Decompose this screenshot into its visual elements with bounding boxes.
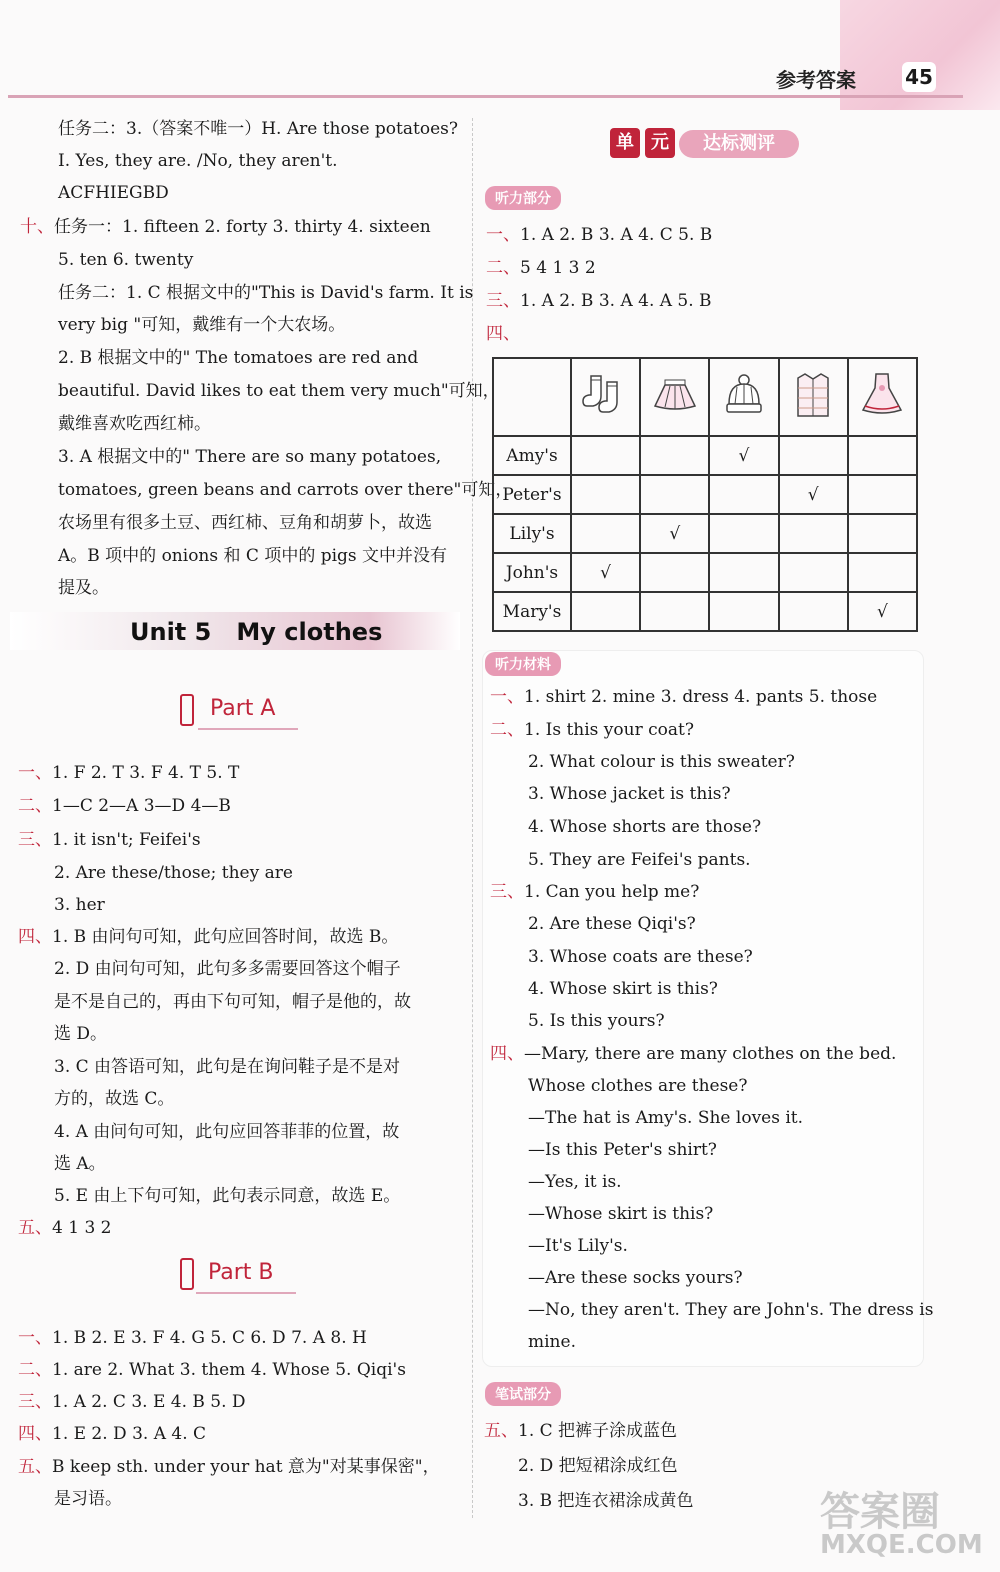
material-line: 二、1. Is this your coat? bbox=[490, 720, 694, 740]
skirt-icon bbox=[650, 372, 700, 418]
table-header-cell bbox=[848, 358, 917, 436]
question-number: 十、 bbox=[20, 217, 54, 237]
material-line: —It's Lily's. bbox=[528, 1236, 628, 1256]
watermark-logo: 答案圈 bbox=[820, 1489, 940, 1535]
material-line: —The hat is Amy's. She loves it. bbox=[528, 1108, 804, 1128]
table-header-cell bbox=[571, 358, 640, 436]
answer-line: very big "可知，戴维有一个大农场。 bbox=[58, 315, 346, 335]
answer-line: 四、1. B 由问句可知，此句应回答时间，故选 B。 bbox=[18, 927, 399, 947]
answer-line: 是不是自己的，再由下句可知，帽子是他的，故 bbox=[54, 992, 411, 1012]
answer-line: 选 A。 bbox=[54, 1154, 106, 1174]
material-line: 三、1. Can you help me? bbox=[490, 882, 700, 902]
written-section-label: 笔试部分 bbox=[485, 1382, 561, 1406]
answer-line: 一、1. B 2. E 3. F 4. G 5. C 6. D 7. A 8. H bbox=[18, 1328, 367, 1348]
check-cell bbox=[848, 514, 917, 553]
check-cell bbox=[571, 514, 640, 553]
answer-line: beautiful. David likes to eat them very much"可知， bbox=[58, 381, 500, 401]
answer-line: 提及。 bbox=[58, 578, 109, 598]
answer-line: 二、1. are 2. What 3. them 4. Whose 5. Qiqi's bbox=[18, 1360, 406, 1380]
unit-box-2: 元 bbox=[645, 128, 675, 158]
check-cell bbox=[709, 475, 778, 514]
table-header-cell bbox=[640, 358, 709, 436]
material-line: —Is this Peter's shirt? bbox=[528, 1140, 717, 1160]
check-cell bbox=[848, 553, 917, 592]
table-corner bbox=[493, 358, 571, 436]
answer-line: 4. A 由问句可知，此句应回答菲菲的位置，故 bbox=[54, 1122, 400, 1142]
check-cell: √ bbox=[779, 475, 848, 514]
unit-test-label: 达标测评 bbox=[679, 130, 799, 158]
check-cell bbox=[640, 436, 709, 475]
answer-line: A。B 项中的 onions 和 C 项中的 pigs 文中并没有 bbox=[58, 546, 448, 566]
check-cell bbox=[848, 475, 917, 514]
row-label: Peter's bbox=[493, 475, 571, 514]
material-line: 四、—Mary, there are many clothes on the bed. bbox=[490, 1044, 897, 1064]
table-row bbox=[493, 475, 917, 514]
listening-section-label: 听力部分 bbox=[485, 186, 561, 210]
check-cell bbox=[709, 592, 778, 631]
table-header-row bbox=[493, 358, 917, 436]
material-line: 2. Are these Qiqi's? bbox=[528, 914, 696, 934]
material-line: 4. Whose skirt is this? bbox=[528, 979, 718, 999]
answer-line: 五、4 1 3 2 bbox=[18, 1218, 112, 1238]
material-line: —No, they aren't. They are John's. The dress is bbox=[528, 1300, 934, 1320]
answer-line: 戴维喜欢吃西红柿。 bbox=[58, 414, 211, 434]
material-line: —Whose skirt is this? bbox=[528, 1204, 714, 1224]
clothes-answer-table bbox=[492, 357, 918, 632]
answer-line: 农场里有很多土豆、西红柿、豆角和胡萝卜，故选 bbox=[58, 513, 432, 533]
answer-line: 是习语。 bbox=[54, 1489, 122, 1509]
answer-line: 2. B 根据文中的" The tomatoes are red and bbox=[58, 348, 419, 368]
answer-line: 十、任务一：1. fifteen 2. forty 3. thirty 4. sixteen bbox=[20, 217, 431, 237]
dress-icon bbox=[857, 370, 907, 420]
answer-line: 方的，故选 C。 bbox=[54, 1089, 175, 1109]
table-row bbox=[493, 592, 917, 631]
answer-line: 三、1. A 2. B 3. A 4. A 5. B bbox=[486, 291, 712, 311]
check-cell bbox=[640, 553, 709, 592]
answer-line: 2. Are these/those; they are bbox=[54, 863, 293, 883]
unit-box-1: 单 bbox=[610, 128, 640, 158]
answer-line: 选 D。 bbox=[54, 1024, 108, 1044]
material-line: Whose clothes are these? bbox=[528, 1076, 748, 1096]
answer-line: 三、1. A 2. C 3. E 4. B 5. D bbox=[18, 1392, 246, 1412]
listening-material-label: 听力材料 bbox=[485, 652, 561, 676]
answer-line: 2. D 把短裙涂成红色 bbox=[518, 1456, 678, 1476]
answer-line: 二、5 4 1 3 2 bbox=[486, 258, 596, 278]
check-cell bbox=[779, 553, 848, 592]
page-number: 45 bbox=[902, 62, 936, 92]
check-cell: √ bbox=[640, 514, 709, 553]
answer-line: 任务二：1. C 根据文中的"This is David's farm. It is bbox=[58, 283, 474, 303]
part-a-title: Part A bbox=[210, 696, 276, 721]
material-line: —Are these socks yours? bbox=[528, 1268, 743, 1288]
answer-line: 一、1. A 2. B 3. A 4. C 5. B bbox=[486, 225, 713, 245]
check-cell: √ bbox=[848, 592, 917, 631]
header-decoration bbox=[840, 0, 1000, 110]
check-cell bbox=[709, 514, 778, 553]
row-label: John's bbox=[493, 553, 571, 592]
check-cell bbox=[779, 436, 848, 475]
answer-line: 3. her bbox=[54, 895, 105, 915]
header-rule bbox=[8, 95, 963, 98]
answer-line: 任务二：3.（答案不唯一）H. Are those potatoes? bbox=[58, 119, 458, 139]
material-line: —Yes, it is. bbox=[528, 1172, 622, 1192]
material-line: 5. They are Feifei's pants. bbox=[528, 850, 751, 870]
answer-line: 二、1—C 2—A 3—D 4—B bbox=[18, 796, 231, 816]
table-row bbox=[493, 514, 917, 553]
table-header-cell bbox=[709, 358, 778, 436]
row-label: Mary's bbox=[493, 592, 571, 631]
check-cell bbox=[571, 475, 640, 514]
answer-line: I. Yes, they are. /No, they aren't. bbox=[58, 151, 338, 171]
check-cell bbox=[640, 475, 709, 514]
material-line: 4. Whose shorts are those? bbox=[528, 817, 762, 837]
material-line: 一、1. shirt 2. mine 3. dress 4. pants 5. those bbox=[490, 687, 878, 707]
answer-line: 五、1. C 把裤子涂成蓝色 bbox=[484, 1421, 678, 1441]
check-cell bbox=[571, 592, 640, 631]
answer-line: 5. E 由上下句可知，此句表示同意，故选 E。 bbox=[54, 1186, 401, 1206]
unit-title: Unit 5 My clothes bbox=[130, 618, 383, 646]
shirt-icon bbox=[788, 370, 838, 420]
hat-icon bbox=[719, 372, 769, 418]
table-row bbox=[493, 553, 917, 592]
unit-test-tag bbox=[605, 128, 805, 164]
answer-line: 四、1. E 2. D 3. A 4. C bbox=[18, 1424, 207, 1444]
answer-line: 5. ten 6. twenty bbox=[58, 250, 194, 270]
table-row bbox=[493, 436, 917, 475]
answer-line: 一、1. F 2. T 3. F 4. T 5. T bbox=[18, 763, 240, 783]
row-label: Lily's bbox=[493, 514, 571, 553]
answer-line: 五、B keep sth. under your hat 意为"对某事保密"， bbox=[18, 1457, 440, 1477]
material-line: 3. Whose jacket is this? bbox=[528, 784, 731, 804]
part-underline bbox=[198, 728, 298, 730]
watermark-url: MXQE.COM bbox=[820, 1530, 983, 1560]
material-line: 5. Is this yours? bbox=[528, 1011, 665, 1031]
check-cell bbox=[709, 553, 778, 592]
answer-line: 3. B 把连衣裙涂成黄色 bbox=[518, 1491, 694, 1511]
answer-line: tomatoes, green beans and carrots over there"可知， bbox=[58, 480, 513, 500]
part-b-title: Part B bbox=[208, 1260, 274, 1285]
answer-line: 3. C 由答语可知，此句是在询问鞋子是不是对 bbox=[54, 1057, 401, 1077]
answer-line: 2. D 由问句可知，此句多多需要回答这个帽子 bbox=[54, 959, 401, 979]
part-icon bbox=[180, 1258, 194, 1290]
material-line: 2. What colour is this sweater? bbox=[528, 752, 795, 772]
check-cell bbox=[848, 436, 917, 475]
check-cell: √ bbox=[709, 436, 778, 475]
check-cell bbox=[571, 436, 640, 475]
header-title: 参考答案 bbox=[776, 68, 856, 92]
answer-line: 三、1. it isn't; Feifei's bbox=[18, 830, 201, 850]
part-icon bbox=[180, 694, 194, 726]
row-label: Amy's bbox=[493, 436, 571, 475]
check-cell bbox=[640, 592, 709, 631]
answer-line: 3. A 根据文中的" There are so many potatoes, bbox=[58, 447, 442, 467]
answer-line: 四、 bbox=[486, 324, 520, 344]
socks-icon bbox=[581, 372, 631, 418]
column-divider bbox=[472, 118, 473, 1518]
part-underline bbox=[196, 1292, 296, 1294]
check-cell: √ bbox=[571, 553, 640, 592]
material-line: mine. bbox=[528, 1332, 576, 1352]
answer-line: ACFHIEGBD bbox=[58, 183, 169, 203]
check-cell bbox=[779, 514, 848, 553]
material-line: 3. Whose coats are these? bbox=[528, 947, 753, 967]
check-cell bbox=[779, 592, 848, 631]
table-header-cell bbox=[779, 358, 848, 436]
